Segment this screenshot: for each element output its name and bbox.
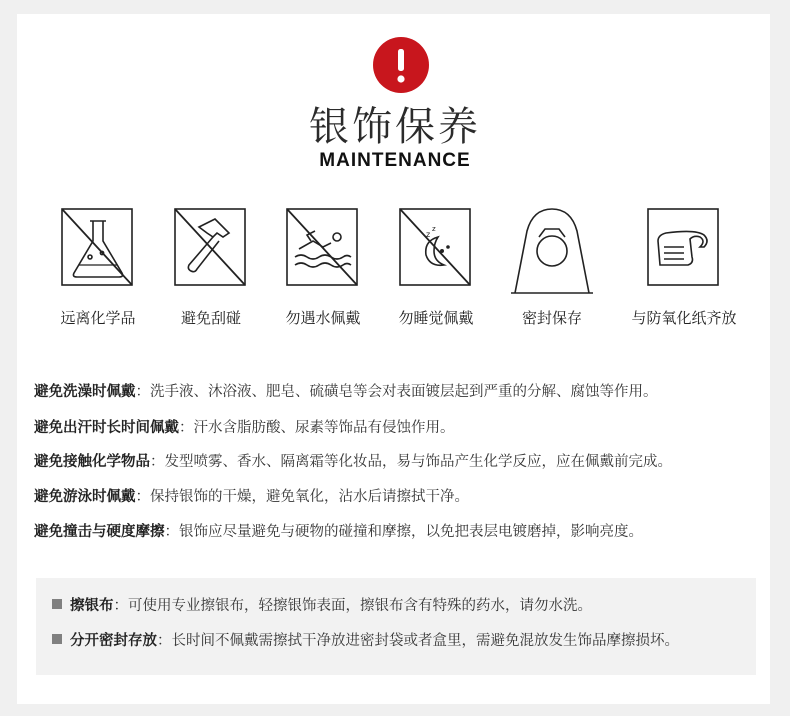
- care-box: [36, 578, 756, 675]
- flask-icon: [60, 207, 136, 287]
- sealed-bag-icon: [509, 205, 595, 297]
- tip-text: 发型喷雾、香水、隔离霜等化妆品，易与饰品产生化学反应，应在佩戴前完成。: [164, 454, 672, 470]
- tip-separator: ：: [135, 489, 150, 505]
- icon-label-scratch: 避免刮碰: [180, 309, 241, 327]
- tip-line: [34, 382, 658, 402]
- care-line: [52, 596, 592, 616]
- tip-text: 银饰应尽量避免与硬物的碰撞和摩擦，以免把表层电镀磨掉，影响亮度。: [179, 524, 643, 540]
- icon-label-sleep: 勿睡觉佩戴: [398, 309, 474, 327]
- swimming-icon: [285, 207, 361, 287]
- tip-title: 避免接触化学物品: [34, 454, 150, 470]
- svg-text:z: z: [426, 230, 431, 239]
- page-title: 银饰保养: [309, 104, 481, 150]
- tip-title: 避免撞击与硬度摩擦: [34, 524, 165, 540]
- tip-separator: ：: [150, 454, 165, 470]
- tip-line: [34, 522, 643, 542]
- tip-separator: ：: [179, 420, 194, 436]
- icon-label-chemicals: 远离化学品: [60, 309, 136, 327]
- bullet-square-icon: [52, 634, 62, 644]
- polishing-cloth-icon: [646, 207, 722, 287]
- icon-label-sealed: 密封保存: [521, 309, 582, 327]
- tip-line: [34, 418, 455, 438]
- care-text: 长时间不佩戴需擦拭干净放进密封袋或者盒里，需避免混放发生饰品摩擦损坏。: [171, 633, 679, 649]
- svg-text:z: z: [432, 225, 436, 233]
- tip-separator: ：: [135, 384, 150, 400]
- tip-title: 避免洗澡时佩戴: [34, 384, 136, 400]
- sleep-icon: [398, 207, 474, 287]
- page-subtitle: MAINTENANCE: [319, 150, 471, 171]
- care-title: 擦银布: [70, 598, 114, 614]
- care-separator: ：: [113, 598, 128, 614]
- icon-label-paper: 与防氧化纸齐放: [631, 309, 737, 327]
- care-line: [52, 631, 679, 651]
- alert-icon: [373, 37, 429, 93]
- tip-title: 避免游泳时佩戴: [34, 489, 136, 505]
- tip-line: [34, 487, 469, 507]
- tip-text: 汗水含脂肪酸、尿素等饰品有侵蚀作用。: [193, 420, 455, 436]
- hammer-icon: [173, 207, 249, 287]
- care-separator: ：: [157, 633, 172, 649]
- tip-text: 保持银饰的干燥，避免氧化，沾水后请擦拭干净。: [150, 489, 469, 505]
- bullet-square-icon: [52, 599, 62, 609]
- tip-line: [34, 452, 672, 472]
- icon-label-water: 勿遇水佩戴: [285, 309, 361, 327]
- tip-title: 避免出汗时长时间佩戴: [34, 420, 179, 436]
- care-title: 分开密封存放: [70, 633, 157, 649]
- tip-text: 洗手液、沐浴液、肥皂、硫磺皂等会对表面镀层起到严重的分解、腐蚀等作用。: [150, 384, 658, 400]
- care-text: 可使用专业擦银布，轻擦银饰表面，擦银布含有特殊的药水，请勿水洗。: [128, 598, 592, 614]
- tip-separator: ：: [164, 524, 179, 540]
